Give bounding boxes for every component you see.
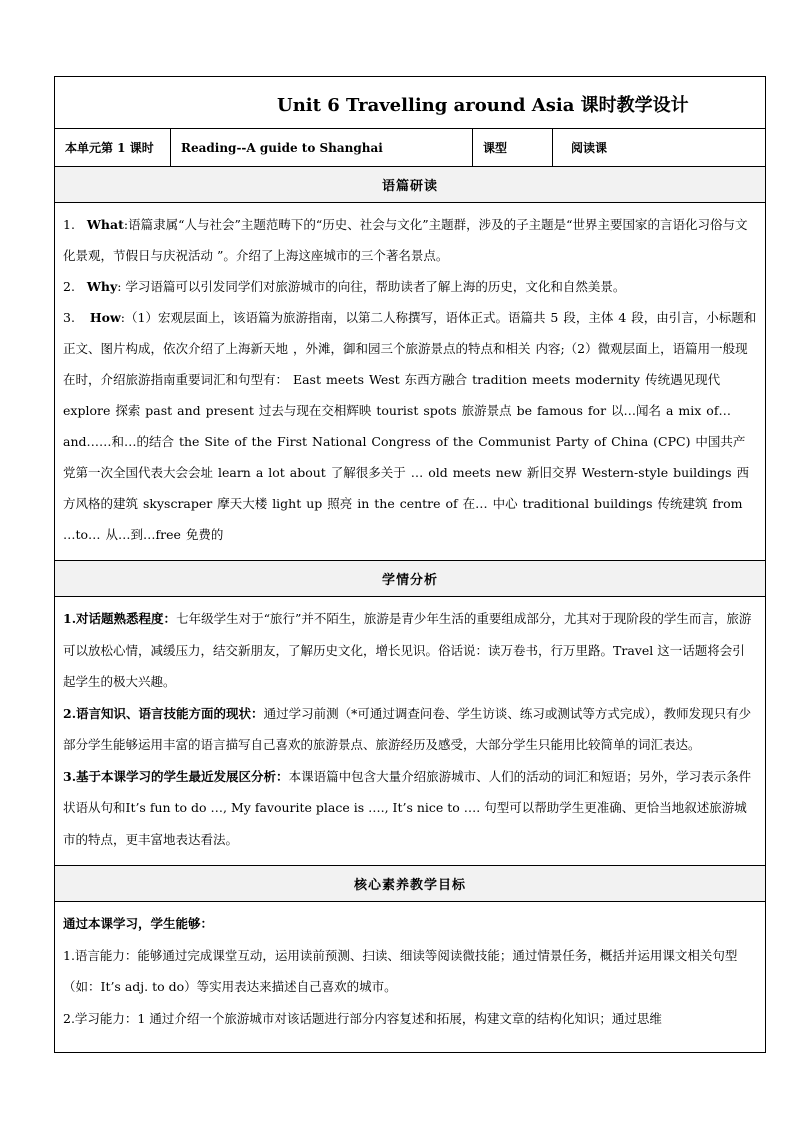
section-heading-learner-analysis — [55, 561, 765, 597]
section-title: 核心素养教学目标 — [353, 878, 466, 893]
what-paragraph: 1. What:语篇隶属“人与社会”主题范畴下的“历史、社会与文化”主题群，涉及的子主题是“世界主要国家的言语化习俗与文化景观，节假日与庆祝活动 ”。介绍了上海这座城市的三个著名景点。 — [63, 217, 748, 263]
section-title: 学情分析 — [381, 573, 438, 588]
analysis-paragraph-3 — [63, 761, 757, 856]
learner-analysis-content — [55, 597, 765, 866]
section-heading-text-study — [55, 167, 765, 203]
meta-row — [55, 129, 765, 167]
why-text: : 学习语篇可以引发同学们对旅游城市的向往，帮助读者了解上海的历史，文化和自然美景。 — [117, 279, 626, 294]
how-text: :（1）宏观层面上，该语篇为旅游指南，以第二人称撰写，语体正式。语篇共 5 段，主体 4 段，由引言，小标题和正文、图片构成，依次介绍了上海新天地 ，外滩，御和园三个旅游景点的特点和相关 内容;（2）微观层面上，语篇用一般现在时，介绍旅游指南重要词汇和句型有： East meets West 东西方融合 tradition meets modernity 传统遇见现代 explore 探索 past and present 过去与现在交相辉映 tourist spots 旅游景点 be famous for 以…闻名 a mix of…and……和…的结合 the Site of the First National Congress of the Communist Party of China (CPC) 中国共产党第一次全国代表大会会址 learn a lot about 了解很多关于 … old meets new 新旧交界 Western-style buildings 西方风格的建筑 skyscraper 摩天大楼 light up 照亮 in the centre of 在… 中心 traditional buildings 传统建筑 from …to… 从…到…free 免费的 — [63, 310, 757, 542]
section-title: 语篇研读 — [381, 179, 438, 194]
analysis-label-2: 2.语言知识、语言技能方面的现状： — [63, 705, 264, 721]
how-paragraph: 3. How:（1）宏观层面上，该语篇为旅游指南，以第二人称撰写，语体正式。语篇共 5 段，主体 4 段，由引言，小标题和正文、图片构成，依次介绍了上海新天地 ，外滩，御和园三个旅游景点的特点和相关 内容;（2）微观层面上，语篇用一般现在时，介绍旅游指南重要词汇和句型有： East meets West 东西方融合 tradition meets modernity 传统遇见现代 explore 探索 past and present 过去与现在交相辉映 tourist spots 旅游景点 be famous for 以…闻名 a mix of…and……和…的结合 the Site of the First National Congress of the Communist Party of China (CPC) 中国共产党第一次全国代表大会会址 learn a lot about 了解很多关于 … old meets new 新旧交界 Western-style buildings 西方风格的建筑 skyscraper 摩天大楼 light up 照亮 in the centre of 在… 中心 traditional buildings 传统建筑 from …to… 从…到…free 免费的 — [63, 310, 757, 542]
lesson-type-value: 阅读课 — [571, 141, 608, 155]
page-title: Unit 6 Travelling around Asia 课时教学设计 — [277, 95, 689, 116]
analysis-label-3: 3.基于本课学习的学生最近发展区分析： — [63, 768, 289, 784]
analysis-text-2: 通过学习前测（*可通过调查问卷、学生访谈、练习或测试等方式完成），教师发现只有少部分学生能够运用丰富的语言描写自己喜欢的旅游景点、旅游经历及感受，大部分学生只能用比较简单的词汇表达。 — [63, 705, 752, 752]
lesson-plan-table — [54, 76, 766, 1053]
analysis-text-1: 七年级学生对于“旅行”并不陌生，旅游是青少年生活的重要组成部分，尤其对于现阶段的学生而言，旅游可以放松心情，减缓压力，结交新朋友，了解历史文化，增长见识。俗话说：读万卷书，行万里路。Travel 这一话题将会引起学生的极大兴趣。 — [63, 611, 752, 689]
lesson-number: 本单元第 1 课时 — [55, 129, 171, 166]
why-label: Why — [86, 279, 118, 294]
section-heading-objectives — [55, 866, 765, 902]
how-label: How — [89, 310, 121, 325]
text-study-content — [55, 203, 765, 561]
objectives-intro-text: 通过本课学习，学生能够： — [63, 916, 214, 931]
analysis-paragraph-2 — [63, 698, 757, 761]
analysis-paragraph-1 — [63, 603, 757, 698]
what-text: :语篇隶属“人与社会”主题范畴下的“历史、社会与文化”主题群，涉及的子主题是“世界主要国家的言语化习俗与文化景观，节假日与庆祝活动 ”。介绍了上海这座城市的三个著名景点。 — [63, 217, 748, 263]
objectives-intro — [63, 908, 757, 940]
objective-1: 1.语言能力：能够通过完成课堂互动，运用读前预测、扫读、细读等阅读微技能；通过情景任务，概括并运用课文相关句型（如：It’s adj. to do）等实用表达来描述自己喜欢的城市。 — [63, 947, 738, 994]
why-paragraph: 2. Why: 学习语篇可以引发同学们对旅游城市的向往，帮助读者了解上海的历史，文化和自然美景。 — [63, 279, 626, 294]
analysis-label-1: 1.对话题熟悉程度： — [63, 611, 177, 626]
title-row — [55, 77, 765, 129]
lesson-topic: Reading--A guide to Shanghai — [171, 129, 473, 166]
lesson-type-label: 课型 — [473, 129, 553, 166]
objectives-content — [55, 902, 765, 1044]
objective-2: 2.学习能力：1 通过介绍一个旅游城市对该话题进行部分内容复述和拓展，构建文章的结构化知识；通过思维 — [63, 1010, 662, 1026]
what-label: What — [86, 217, 124, 232]
analysis-text-3: 本课语篇中包含大量介绍旅游城市、人们的活动的词汇和短语；另外，学习表示条件状语从句和It’s fun to do …, My favourite place is …., It’s nice to …. 句型可以帮助学生更准确、更恰当地叙述旅游城市的特点，更丰富地表达看法。 — [63, 768, 752, 847]
